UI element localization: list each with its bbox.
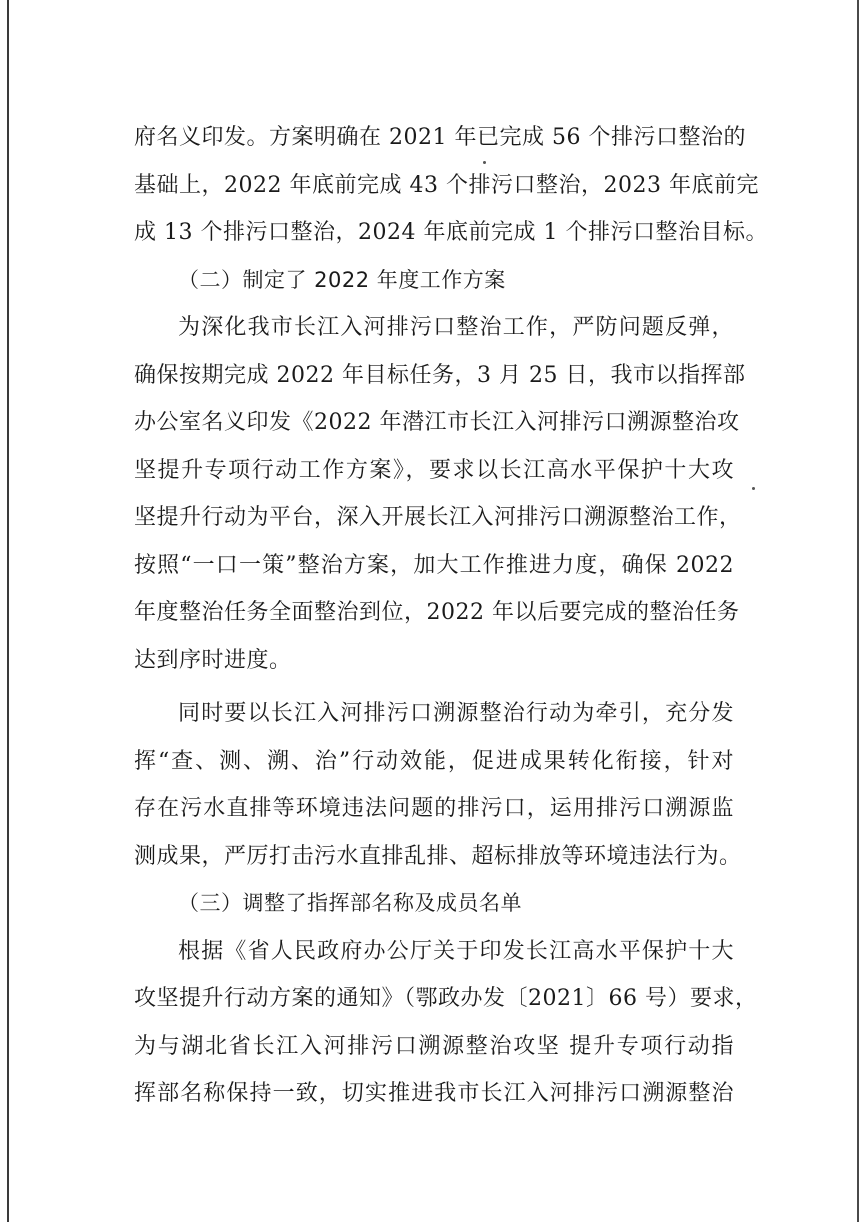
body-text	[134, 114, 768, 1118]
text-line: 为深化我市长江入河排污口整治工作，严防问题反弹，	[178, 315, 734, 340]
text-line: 攻坚提升行动方案的通知》（鄂政办发〔2021〕66 号）要求，	[134, 986, 758, 1011]
text-line: 按照“一口一策”整治方案，加大工作推进力度，确保 2022	[134, 552, 734, 578]
text-line: 基础上，2022 年底前完成 43 个排污口整治，2023 年底前完	[134, 172, 759, 198]
text-line: 达到序时进度。	[134, 647, 292, 673]
scan-edge-left	[7, 0, 9, 1222]
text-line: 坚提升行动为平台，深入开展长江入河排污口溯源整治工作，	[134, 505, 742, 530]
text-line: 根据《省人民政府办公厅关于印发长江高水平保护十大	[178, 938, 734, 964]
section-heading-2: （二）制定了 2022 年度工作方案	[178, 267, 506, 292]
text-line: 坚提升专项行动工作方案》，要求以长江高水平保护十大攻	[134, 457, 734, 483]
section-heading-3: （三）调整了指挥部名称及成员名单	[178, 891, 522, 915]
text-line: 府名义印发。方案明确在 2021 年已完成 56 个排污口整治的	[134, 125, 746, 150]
scan-speck	[752, 487, 755, 490]
text-line: 挥部名称保持一致，切实推进我市长江入河排污口溯源整治	[134, 1081, 734, 1106]
text-line: 测成果，严厉打击污水直排乱排、超标排放等环境违法行为。	[134, 843, 742, 869]
text-line: 存在污水直排等环境违法问题的排污口，运用排污口溯源监	[134, 796, 734, 821]
text-line: 同时要以长江入河排污口溯源整治行动为牵引，充分发	[178, 701, 734, 726]
text-line: 成 13 个排污口整治，2024 年底前完成 1 个排污口整治目标。	[134, 220, 768, 245]
text-line: 办公室名义印发《2022 年潜江市长江入河排污口溯源整治攻	[134, 410, 740, 435]
text-line: 为与湖北省长江入河排污口溯源整治攻坚 提升专项行动指	[134, 1033, 734, 1059]
scan-edge-right	[857, 0, 859, 1222]
text-line: 年度整治任务全面整治到位，2022 年以后要完成的整治任务	[134, 600, 740, 625]
text-line: 挥“查、测、溯、治”行动效能，促进成果转化衔接，针对	[134, 748, 734, 774]
text-line: 确保按期完成 2022 年目标任务，3 月 25 日，我市以指挥部	[134, 362, 746, 388]
